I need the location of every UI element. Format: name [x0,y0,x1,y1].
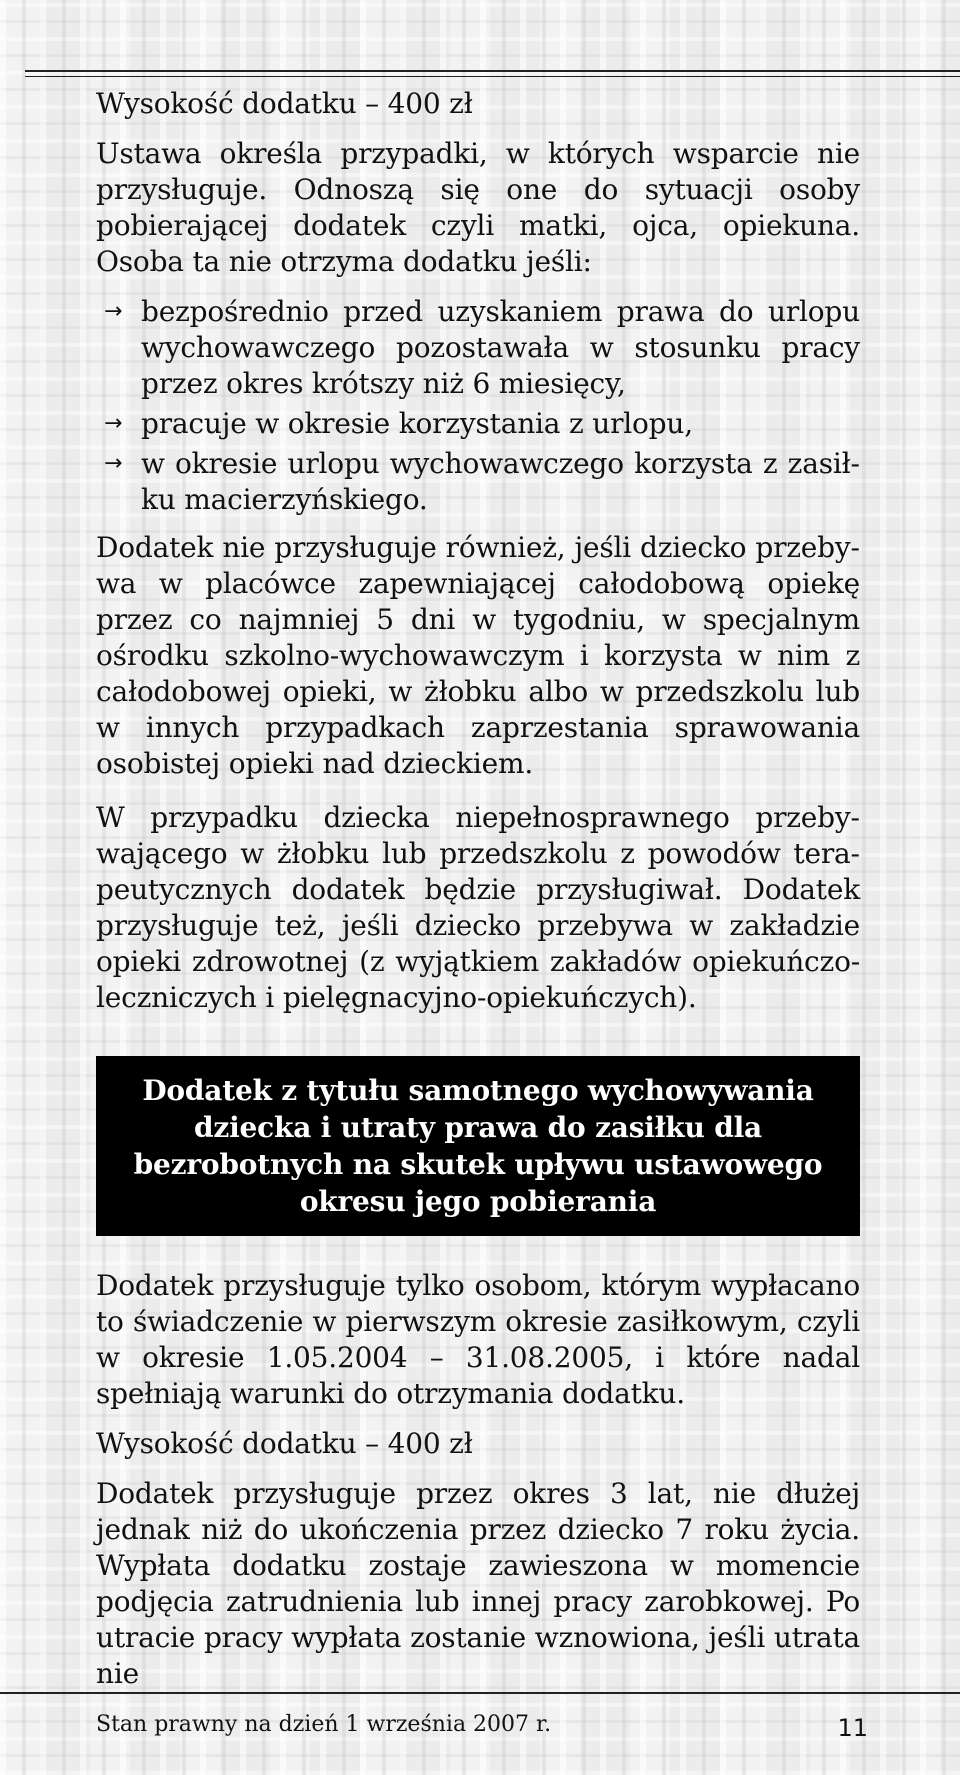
arrow-icon: → [104,299,123,324]
legal-status-note: Stan prawny na dzień 1 września 2007 r. [96,1712,552,1737]
header-rule-thin [25,76,960,77]
arrow-icon: → [104,451,123,476]
exclusions-intro: Ustawa określa przypadki, w których wsparcie nie przysługuje. Odnoszą się one do sytuacji osoby pobierającej dodatek czyli matki, ojca, opiekuna. Osoba ta nie otrzyma dodatku jeśli: [96,137,860,278]
duration-paragraph: Dodatek przysługuje przez okres 3 lat, nie dłużej jednak niż do ukończenia przez dziecko 7 roku życia. Wypłata dodatku zostaje zawieszona w momencie podjęcia zatrudnienia lub innej pracy zarobkowej. Po utracie pracy wypłata zostanie wznowiona, jeśli utrata nie [96,1477,860,1690]
header-rule [25,70,960,72]
care-facility-paragraph: Dodatek nie przysługuje również, jeśli dziecko przebywa w placówce zapewniającej całodobową opiekę przez co najmniej 5 dni w tygodniu, w specjalnym ośrodku szkolno-wychowawczym i korzysta w nim z całodobowej opieki, w żłobku albo w przedszkolu lub w innych przypadkach zaprzestania sprawowania osobistej opieki nad dzieckiem. [96,531,860,780]
main-content [96,86,860,1710]
list-item [96,446,860,518]
list-item [96,294,860,402]
disabled-child-paragraph: W przypadku dziecka niepełnosprawnego przebywającego w żłobku lub przedszkolu z powodów terapeutycznych dodatek będzie przysługiwał. Dodatek przysługuje też, jeśli dziecko przebywa w zakładzie opieki zdrowotnej (z wyjątkiem zakładów opiekuńczo-leczniczych i pielęgnacyjno-opiekuńczych). [96,801,860,1014]
amount-paragraph-2: Wysokość dodatku – 400 zł [96,1427,473,1460]
section-heading: Dodatek z tytułu samotnego wychowywania dziecka i utraty prawa do zasiłku dla bezrobotnych na skutek upływu ustawowego okresu jego pobierania [96,1056,860,1236]
exclusions-list [96,294,860,518]
list-item [96,406,860,442]
page-number: 11 [837,1714,868,1742]
list-item-text: bezpośrednio przed uzyskaniem prawa do urlopu wychowawczego pozostawała w stosunku pracy przez okres krótszy niż 6 miesięcy, [141,295,860,400]
amount-paragraph: Wysokość dodatku – 400 zł [96,87,473,120]
arrow-icon: → [104,411,123,436]
footer-rule [0,1692,960,1694]
list-item-text: w okresie urlopu wychowawczego korzysta z zasiłku macierzyńskiego. [141,447,860,516]
list-item-text: pracuje w okresie korzystania z urlopu, [141,407,693,440]
eligibility-paragraph: Dodatek przysługuje tylko osobom, którym wypłacano to świadczenie w pierwszym okresie zasiłkowym, czyli w okresie 1.05.2004 – 31.08.2005, i które nadal spełniają warunki do otrzymania dodatku. [96,1269,860,1410]
